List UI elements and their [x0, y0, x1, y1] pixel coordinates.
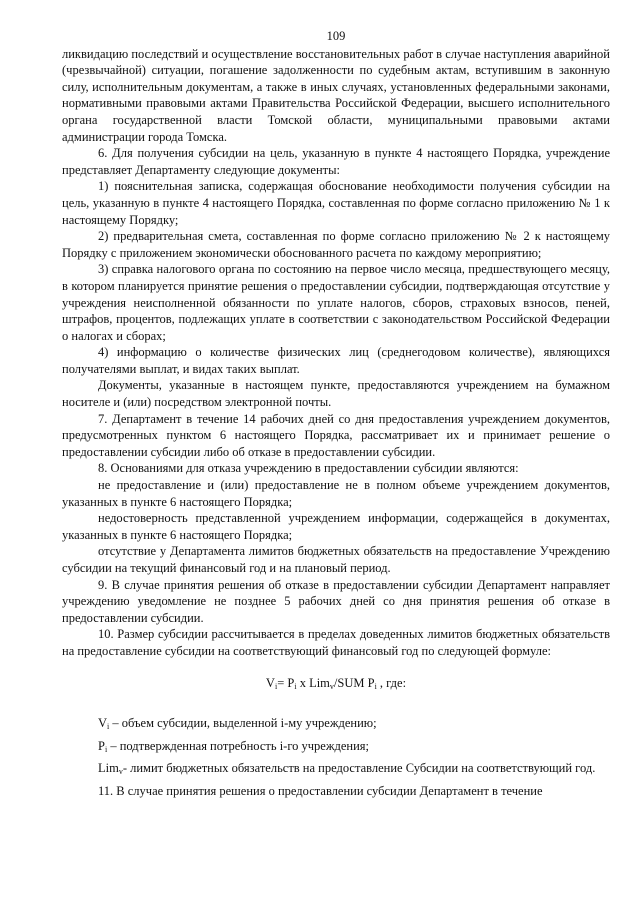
list-item-3: 3) справка налогового органа по состоянию на первое число месяца, предшествующего месяцу, в котором планируется принятие решения о предоставлении субсидии, подтверждающая отсутствие у учреждения неисполненной обязанности по уплате налогов, сборов, страховых взносов, пеней, штрафов, процентов, подлежащих уплате в соответствии с законодательством Российской Федерации о налогах и сборах;: [62, 262, 610, 343]
paragraph-item-10: 10. Размер субсидии рассчитывается в пределах доведенных лимитов бюджетных обязательств на предоставление субсидии на соответствующий финансовый год по следующей формуле:: [62, 627, 610, 658]
definition-lim: Lim$_v$- лимит бюджетных обязательств на предоставление Субсидии на соответствующий год.: [98, 761, 596, 777]
paragraph-item-7: 7. Департамент в течение 14 рабочих дней со дня предоставления учреждением документов, предусмотренных пунктом 6 настоящего Порядка, рассматривает их и принимает решение о предоставлении субсидии либо об отказе в предоставлении субсидии.: [62, 411, 610, 459]
refusal-reason-3: отсутствие у Департамента лимитов бюджетных обязательств на предоставление Учреждению субсидии на текущий финансовый год и на плановый период.: [62, 544, 610, 575]
paragraph-item-6: 6. Для получения субсидии на цель, указанную в пункте 4 настоящего Порядка, учреждение представляет Департаменту следующие документы:: [62, 146, 610, 177]
page-number: 109: [326, 29, 346, 43]
paragraph-documents: Документы, указанные в настоящем пункте, предоставляются учреждением на бумажном носителе и (или) посредством электронной почты.: [62, 378, 610, 410]
definition-p: $P_i$ – подтвержденная потребность i-го учреждения;: [98, 738, 370, 754]
document-page: [62, 28, 610, 800]
list-item-1: 1) пояснительная записка, содержащая обоснование необходимости получения субсидии на цель, указанную в пункте 4 настоящего Порядка, составленная по форме согласно приложению № 1 к настоящему Порядку;: [62, 179, 610, 227]
subsidy-formula: $V_i= P_i$ x Lim$_v$/SUM $P_i$ , где:: [265, 675, 407, 691]
refusal-reason-1: не предоставление и (или) предоставление не в полном объеме учреждением документов, указанных в пункте 6 настоящего Порядка;: [62, 478, 610, 509]
paragraph-item-11: 11. В случае принятия решения о предоставлении субсидии Департамент в течение: [98, 783, 543, 798]
paragraph-item-8: 8. Основаниями для отказа учреждению в предоставлении субсидии являются:: [98, 461, 519, 476]
definition-v: $V_i$ – объем субсидии, выделенной i-му учреждению;: [98, 716, 377, 732]
paragraph-item-9: 9. В случае принятия решения об отказе в предоставлении субсидии Департамент направляет учреждению уведомление не позднее 5 рабочих дней со дня принятия решения об отказе в предоставлении субсидии.: [62, 577, 610, 625]
paragraph-continuation: ликвидацию последствий и осуществление восстановительных работ в случае наступления аварийной (чрезвычайной) ситуации, погашение задолженности по судебным актам, вступившим в законную силу, исполнительным документам, а также в иных случаях, установленных федеральными законами, нормативными правовыми актами Правительства Российской Федерации, высшего исполнительного органа государственной власти Томской области, муниципальными правовыми актами администрации города Томска.: [62, 46, 610, 144]
refusal-reason-2: недостоверность представленной учреждением информации, содержащейся в документах, указанных в пункте 6 настоящего Порядка;: [62, 511, 610, 542]
list-item-4: 4) информацию о количестве физических лиц (среднегодовом количестве), являющихся получателями выплат, и видах таких выплат.: [62, 345, 610, 376]
list-item-2: 2) предварительная смета, составленная по форме согласно приложению № 2 к настоящему Порядку с приложением экономически обоснованного расчета по каждому мероприятию;: [62, 229, 610, 260]
formula-lhs: V: [265, 675, 275, 690]
